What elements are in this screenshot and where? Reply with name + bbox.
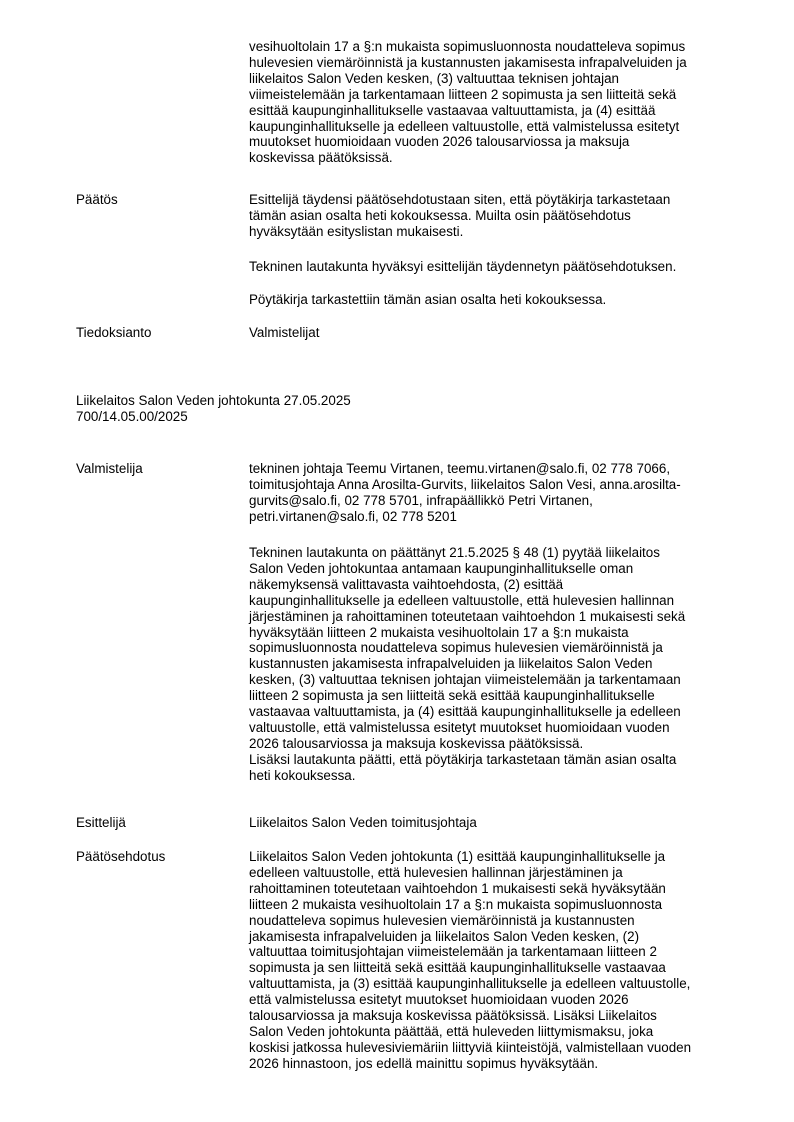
paatos-paragraph-3: Pöytäkirja tarkastettiin tämän asian osalta heti kokouksessa. — [249, 292, 607, 307]
paatosehdotus-label: Päätösehdotus — [76, 849, 166, 864]
paatosehdotus-text: Liikelaitos Salon Veden johtokunta (1) esittää kaupunginhallitukselle ja edelleen valtuustolle, että hulevesien hallinnan järjestäminen ja rahoittaminen toteutetaan vaihtoehdon 1 mukaisesti sekä hyväksytään liitteen 2 mukaista vesihuoltolain 17 a §:n mukaista sopimusluonnosta noudatteleva sopimus hulevesien viemäröinnistä ja kustannusten jakamisesta infrapalveluiden ja liikelaitos Salon Veden kesken, (2) valtuuttaa toimitusjohtajan viimeistelemään ja tarkentamaan liitteen 2 sopimusta ja sen liitteitä sekä esittää kaupunginhallitukselle vastaavaa valtuuttamista, ja (3) esittää kaupunginhallitukselle ja edelleen valtuustolle, että valmistelussa esitetyt muutokset huomioidaan vuoden 2026 talousarviossa ja maksuja koskevissa päätöksissä. Lisäksi Liikelaitos Salon Veden johtokunta päättää, että huleveden liittymismaksu, joka koskisi jatkossa hulevesiviemäriin liittyviä kiinteistöjä, valmistellaan vuoden 2026 hinnastoon, jos edellä mainittu sopimus hyväksytään. — [249, 849, 692, 1071]
paatos-paragraph-2: Tekninen lautakunta hyväksyi esittelijän täydennetyn päätösehdotuksen. — [249, 259, 677, 274]
valmistelija-description: Tekninen lautakunta on päättänyt 21.5.2025 § 48 (1) pyytää liikelaitos Salon Veden johtokuntaa antamaan kaupunginhallitukselle oman näkemyksensä valittavasta vaihtoehdosta, (2) esittää kaupunginhallitukselle ja edelleen valtuustolle, että hulevesien hallinnan järjestäminen ja rahoittaminen toteutetaan vaihtoehdon 1 mukaisesti sekä hyväksytään liitteen 2 mukaista vesihuoltolain 17 a §:n mukaista sopimusluonnosta noudatteleva sopimus hulevesien viemäröinnistä ja kustannusten jakamisesta infrapalveluiden ja liikelaitos Salon Veden kesken, (3) valtuuttaa teknisen johtajan viimeistelemään ja tarkentamaan liitteen 2 sopimusta ja sen liitteitä sekä esittää kaupunginhallitukselle vastaavaa valtuuttamista, ja (4) esittää kaupunginhallitukselle ja edelleen valtuustolle, että valmistelussa esitetyt muutokset huomioidaan vuoden 2026 talousarviossa ja maksuja koskevissa päätöksissä. Lisäksi lautakunta päätti, että pöytäkirja tarkastetaan tämän asian osalta heti kokouksessa. — [249, 545, 686, 783]
tiedoksianto-label: Tiedoksianto — [76, 325, 152, 340]
meeting-reference: 700/14.05.00/2025 — [76, 409, 188, 424]
valmistelija-label: Valmistelija — [76, 461, 143, 476]
paatos-paragraph-1: Esittelijä täydensi päätösehdotustaan siten, että pöytäkirja tarkastetaan tämän asian osalta heti kokouksessa. Muilta osin päätösehdotus hyväksytään esityslistan mukaisesti. — [249, 192, 671, 239]
esittelija-label: Esittelijä — [76, 815, 126, 830]
meeting-title: Liikelaitos Salon Veden johtokunta 27.05.2025 — [76, 393, 351, 408]
esittelija-value: Liikelaitos Salon Veden toimitusjohtaja — [249, 815, 477, 830]
continuation-paragraph: vesihuoltolain 17 a §:n mukaista sopimusluonnosta noudatteleva sopimus hulevesien viemäröinnistä ja kustannusten jakamisesta infrapalveluiden ja liikelaitos Salon Veden kesken, (3) valtuuttaa teknisen johtajan viimeistelemään ja tarkentamaan liitteen 2 sopimusta ja sen liitteitä sekä esittää kaupunginhallitukselle vastaavaa valtuuttamista, ja (4) esittää kaupunginhallitukselle ja edelleen valtuustolle, että valmistelussa esitetyt muutokset huomioidaan vuoden 2026 talousarviossa ja maksuja koskevissa päätöksissä. — [249, 39, 687, 166]
valmistelija-contacts: tekninen johtaja Teemu Virtanen, teemu.virtanen@salo.fi, 02 778 7066, toimitusjohtaja Anna Arosilta-Gurvits, liikelaitos Salon Vesi, anna.arosilta- gurvits@salo.fi, 02 778 5701, infrapäällikkö Petri Virtanen, petri.virtanen@salo.fi, 02 778 5201 — [249, 461, 681, 524]
paatos-label: Päätös — [76, 192, 118, 207]
tiedoksianto-value: Valmistelijat — [249, 325, 320, 340]
